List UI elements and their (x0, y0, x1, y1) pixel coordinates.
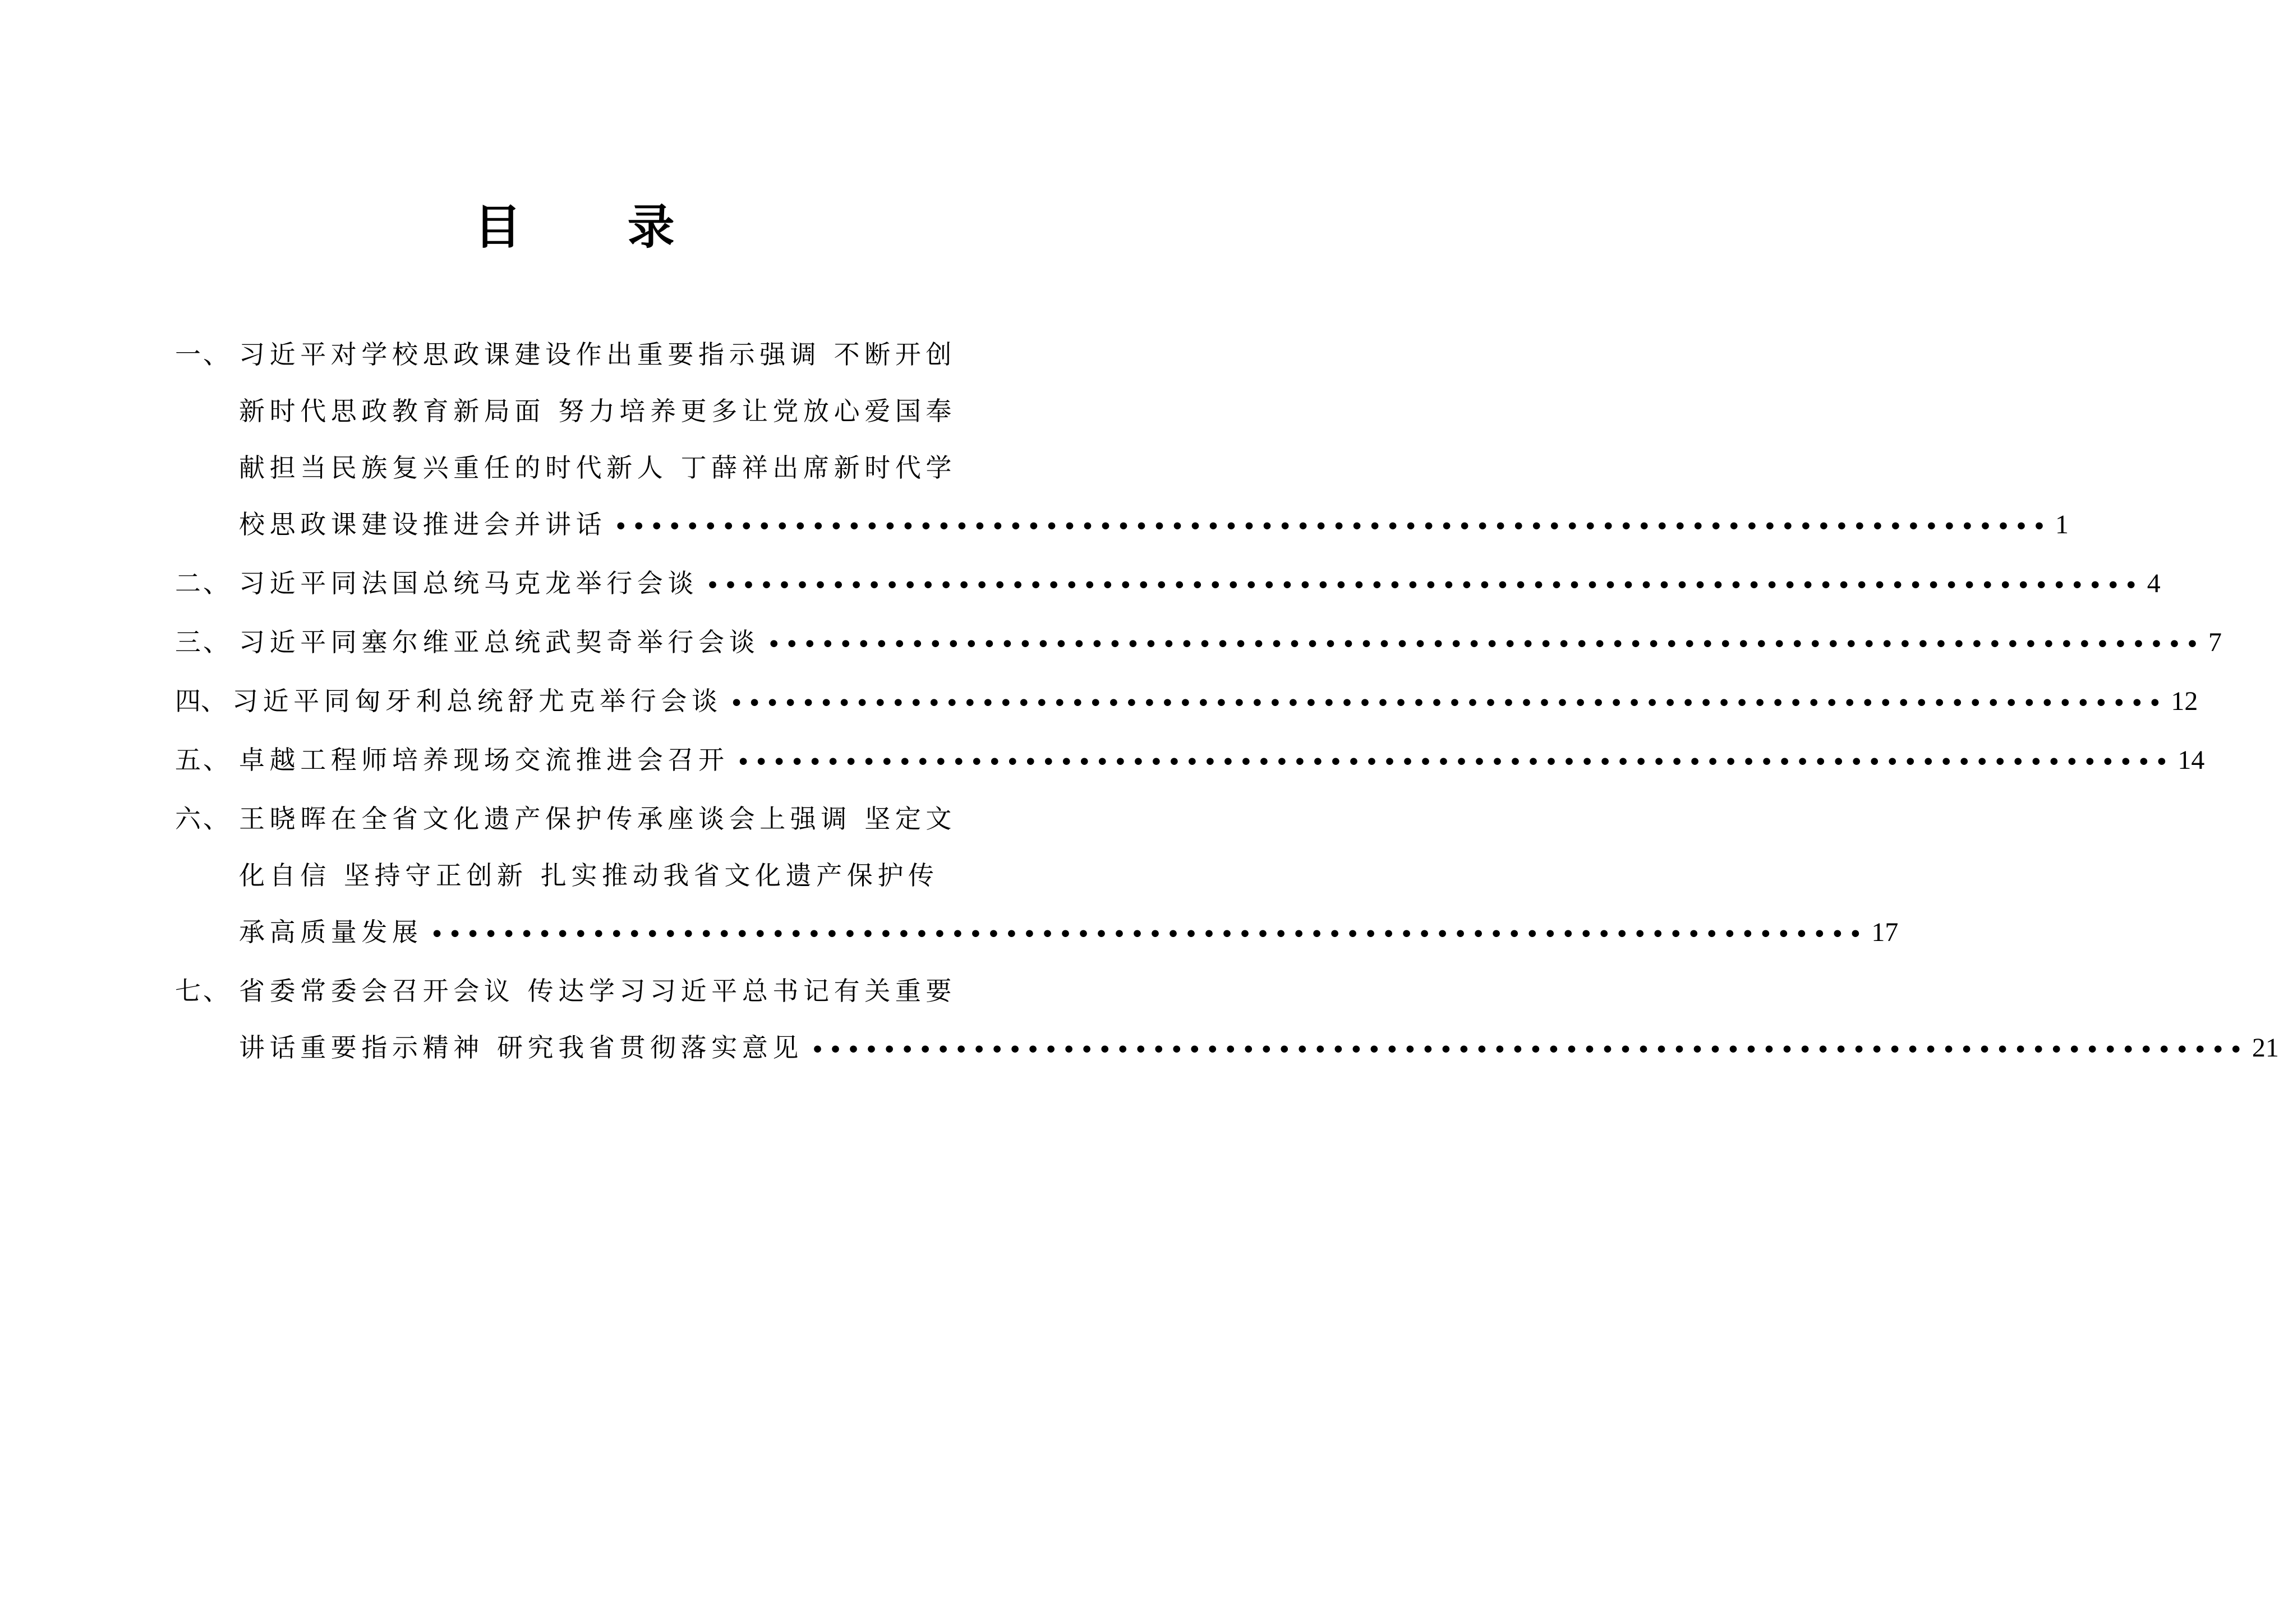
toc-entry-text-line: 习近平同匈牙利总统舒尤克举行会谈 (232, 686, 722, 716)
toc-entry-3[interactable] (175, 614, 2222, 673)
dot-leader: •••••••••••••••••••••••••••••••••••••••••••••••••••••••••••••••••••••••••••••••• (730, 692, 2167, 715)
toc-page-number: 7 (2208, 628, 2222, 657)
page-title: 目 录 (474, 199, 720, 255)
toc-entry-2[interactable] (175, 555, 2161, 614)
toc-entry-text-line: 讲话重要指示精神 研究我省贯彻落实意见 (239, 1032, 804, 1063)
toc-entry-number: 五、 (175, 745, 231, 775)
toc-entry-text-line: 化自信 坚持守正创新 扎实推动我省文化遗产保护传 (239, 860, 939, 891)
dot-leader: •••••••••••••••••••••••••••••••••••••••••••••••••••••••••••••••••••••••••••••••• (706, 574, 2143, 597)
toc-entry-text-line: 卓越工程师培养现场交流推进会召开 (239, 745, 729, 775)
toc-page-number: 4 (2147, 569, 2161, 598)
dot-leader: •••••••••••••••••••••••••••••••••••••••••••••••••••••••••••••••••••••••••••••••• (736, 751, 2174, 774)
toc-page-number: 17 (1871, 917, 1899, 947)
toc-entry-number: 四、 (175, 686, 227, 716)
toc-entry-7[interactable] (175, 963, 2279, 1078)
toc-entry-text-line: 王晓晖在全省文化遗产保护传承座谈会上强调 坚定文 (239, 804, 957, 834)
dot-leader: •••••••••••••••••••••••••••••••••••••••••••••••••••••••••••••••••••••••••••••••• (811, 1039, 2248, 1062)
toc-entry-number: 一、 (175, 339, 231, 370)
toc-entry-text-line: 校思政课建设推进会并讲话 (239, 509, 607, 539)
toc-page-number: 21 (2252, 1033, 2279, 1063)
toc-entry-5[interactable] (175, 732, 2205, 791)
toc-entry-number: 七、 (175, 976, 231, 1006)
toc-entry-text-line: 新时代思政教育新局面 努力培养更多让党放心爱国奉 (239, 396, 957, 426)
toc-entry-number: 三、 (175, 627, 231, 657)
toc-entry-text-line: 承高质量发展 (239, 917, 423, 947)
toc-entry-text-line: 习近平对学校思政课建设作出重要指示强调 不断开创 (239, 339, 957, 370)
table-of-contents (175, 326, 2279, 1078)
toc-page-number: 1 (2055, 510, 2069, 539)
dot-leader: •••••••••••••••••••••••••••••••••••••••••••••••••••••••••••••••••••••••••••••••• (430, 923, 1867, 946)
toc-entry-6[interactable] (175, 791, 1899, 963)
toc-entry-text-line: 省委常委会召开会议 传达学习习近平总书记有关重要 (239, 976, 957, 1006)
toc-entry-1[interactable] (175, 326, 2069, 555)
toc-entry-4[interactable] (175, 673, 2198, 732)
toc-entry-text-line: 习近平同法国总统马克龙举行会谈 (239, 568, 698, 598)
toc-page-number: 12 (2171, 686, 2198, 716)
dot-leader: •••••••••••••••••••••••••••••••••••••••••••••••••••••••••••••••••••••••••••••••• (767, 633, 2204, 656)
toc-entry-number: 二、 (175, 568, 231, 598)
toc-entry-text-line: 习近平同塞尔维亚总统武契奇举行会谈 (239, 627, 760, 657)
toc-entry-number: 六、 (175, 804, 231, 834)
dot-leader: •••••••••••••••••••••••••••••••••••••••••••••••••••••••••••••••••••••••••••••••• (614, 515, 2051, 538)
toc-entry-text-line: 献担当民族复兴重任的时代新人 丁薛祥出席新时代学 (239, 453, 957, 483)
toc-page-number: 14 (2177, 745, 2205, 775)
